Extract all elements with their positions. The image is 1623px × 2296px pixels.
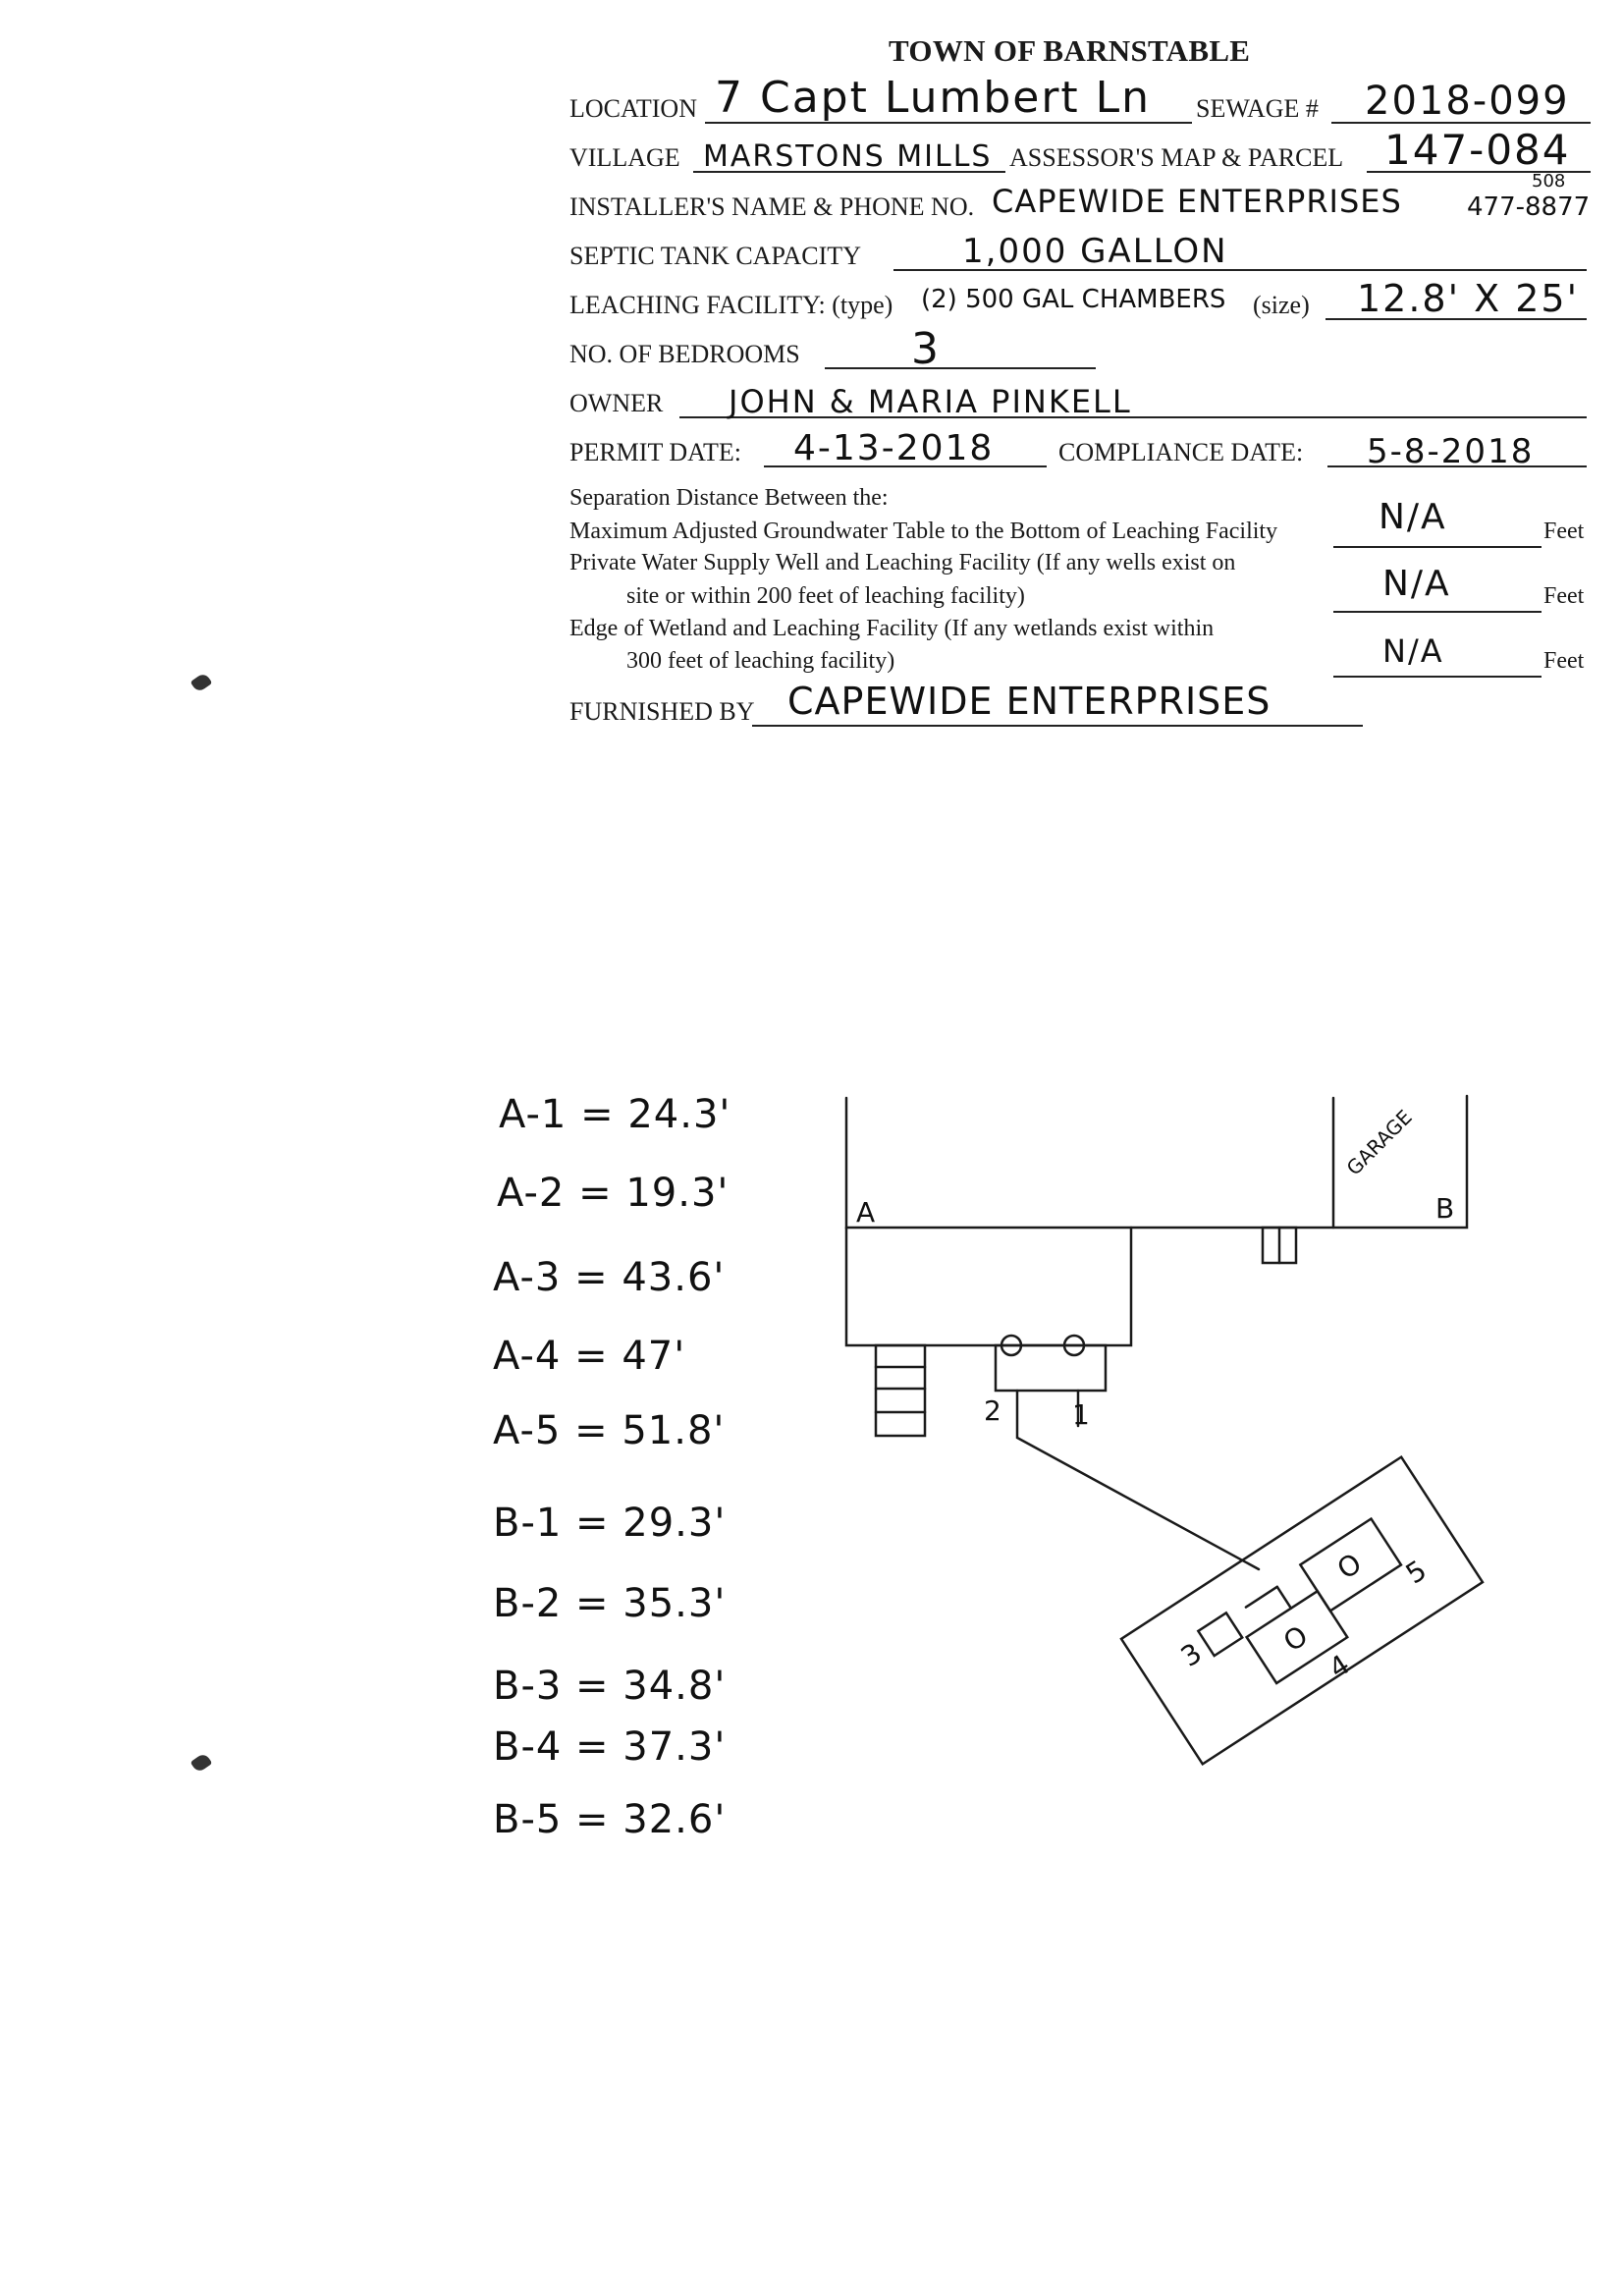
sep3-value: N/A bbox=[1382, 632, 1444, 670]
furnished-by-label: FURNISHED BY bbox=[569, 697, 755, 726]
measurement-a1: A-1 = 24.3' bbox=[499, 1092, 731, 1137]
sep2-value: N/A bbox=[1382, 564, 1451, 604]
installer-value: CAPEWIDE ENTERPRISES bbox=[992, 183, 1402, 220]
size-label: (size) bbox=[1253, 291, 1310, 319]
furnished-by-value: CAPEWIDE ENTERPRISES bbox=[787, 680, 1271, 723]
sep3-feet-label: Feet bbox=[1543, 648, 1585, 674]
tank-capacity-value: 1,000 GALLON bbox=[962, 232, 1228, 271]
location-label: LOCATION bbox=[569, 94, 697, 123]
separation-heading: Separation Distance Between the: bbox=[569, 485, 889, 511]
chamber-mark: O bbox=[1277, 1618, 1314, 1659]
measurement-a3: A-3 = 43.6' bbox=[493, 1255, 726, 1300]
permit-date-label: PERMIT DATE: bbox=[569, 438, 742, 466]
pipe-line bbox=[1017, 1391, 1259, 1569]
house-lower-wing bbox=[846, 1228, 1131, 1345]
sep2-feet-label: Feet bbox=[1543, 583, 1585, 609]
sep2-label-line2: site or within 200 feet of leaching facility) bbox=[626, 583, 1025, 609]
measurement-b4: B-4 = 37.3' bbox=[493, 1724, 727, 1770]
tie-3-label: 3 bbox=[1174, 1636, 1208, 1673]
sewage-label: SEWAGE # bbox=[1196, 94, 1319, 123]
point-a-label: A bbox=[856, 1196, 876, 1229]
sep1-value: N/A bbox=[1379, 497, 1447, 537]
installer-phone-area: 508 bbox=[1532, 171, 1566, 191]
owner-value: JOHN & MARIA PINKELL bbox=[729, 383, 1132, 420]
installer-label: INSTALLER'S NAME & PHONE NO. bbox=[569, 192, 975, 221]
point-b-label: B bbox=[1435, 1192, 1455, 1225]
measurement-b5: B-5 = 32.6' bbox=[493, 1797, 727, 1842]
installer-phone: 477-8877 bbox=[1467, 192, 1591, 222]
chamber-mark: O bbox=[1331, 1547, 1368, 1586]
location-value: 7 Capt Lumbert Ln bbox=[715, 73, 1152, 123]
compliance-date-label: COMPLIANCE DATE: bbox=[1058, 438, 1304, 466]
stairs bbox=[876, 1345, 925, 1436]
measurement-b3: B-3 = 34.8' bbox=[493, 1664, 727, 1709]
leaching-type-label: LEACHING FACILITY: (type) bbox=[569, 291, 893, 319]
tie-2-label: 2 bbox=[984, 1394, 1001, 1427]
size-value: 12.8' X 25' bbox=[1357, 277, 1580, 320]
measurement-a2: A-2 = 19.3' bbox=[497, 1171, 730, 1216]
sep1-feet-label: Feet bbox=[1543, 519, 1585, 544]
owner-label: OWNER bbox=[569, 389, 664, 417]
sep3-label-line1: Edge of Wetland and Leaching Facility (If any wetlands exist within bbox=[569, 616, 1215, 641]
assessor-label: ASSESSOR'S MAP & PARCEL bbox=[1009, 143, 1344, 172]
form-title: TOWN OF BARNSTABLE bbox=[889, 33, 1251, 68]
village-value: MARSTONS MILLS bbox=[703, 139, 993, 174]
compliance-date-value: 5-8-2018 bbox=[1367, 432, 1535, 471]
tie-1-label: 1 bbox=[1072, 1398, 1090, 1431]
bedrooms-value: 3 bbox=[911, 324, 941, 374]
garage-label: GARAGE bbox=[1341, 1105, 1417, 1180]
sewage-value: 2018-099 bbox=[1365, 79, 1570, 124]
tie-4-label: 4 bbox=[1323, 1648, 1356, 1685]
sep2-label-line1: Private Water Supply Well and Leaching Facility (If any wells exist on bbox=[569, 550, 1236, 575]
measurement-b2: B-2 = 35.3' bbox=[493, 1581, 727, 1626]
tank-capacity-label: SEPTIC TANK CAPACITY bbox=[569, 242, 861, 270]
permit-date-value: 4-13-2018 bbox=[793, 428, 995, 468]
tie-5-label: 5 bbox=[1399, 1554, 1433, 1591]
leaching-type-value: (2) 500 GAL CHAMBERS bbox=[921, 285, 1226, 314]
leaching-area bbox=[1121, 1457, 1483, 1765]
measurement-a4: A-4 = 47' bbox=[493, 1334, 686, 1379]
sep3-label-line2: 300 feet of leaching facility) bbox=[626, 648, 895, 674]
bedrooms-label: NO. OF BEDROOMS bbox=[569, 340, 800, 368]
measurement-b1: B-1 = 29.3' bbox=[493, 1501, 727, 1546]
measurement-a5: A-5 = 51.8' bbox=[493, 1408, 726, 1453]
sep1-label: Maximum Adjusted Groundwater Table to the Bottom of Leaching Facility bbox=[569, 519, 1278, 544]
septic-tank bbox=[996, 1345, 1106, 1391]
village-label: VILLAGE bbox=[569, 143, 680, 172]
assessor-value: 147-084 bbox=[1384, 126, 1571, 174]
